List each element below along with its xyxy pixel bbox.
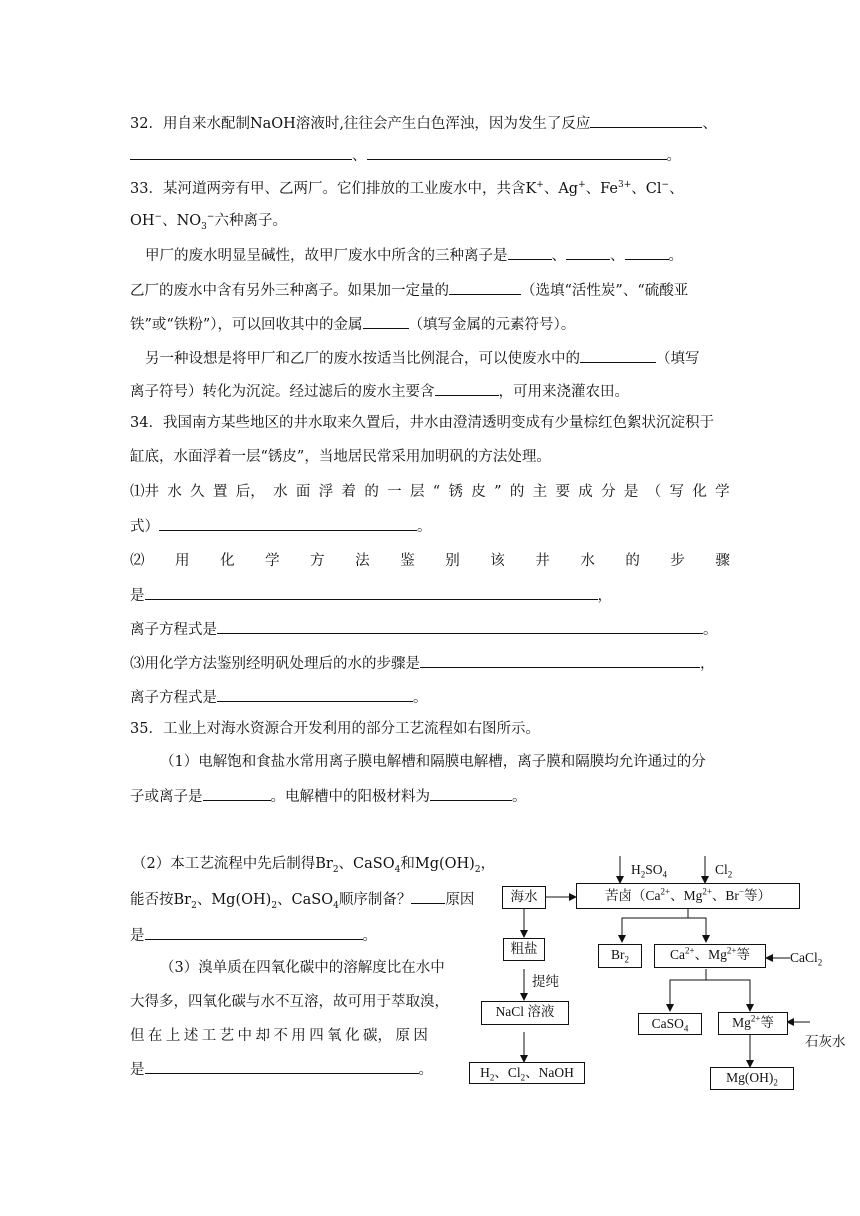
crude-salt-box: 粗盐 bbox=[503, 938, 545, 961]
q35-line1: 35．工业上对海水资源合开发利用的部分工艺流程如右图所示。 bbox=[130, 721, 540, 737]
nacl-box: NaCl 溶液 bbox=[481, 1001, 569, 1025]
mg-box: $Mg^{2+}$等 bbox=[718, 1012, 788, 1035]
q33-line3: 甲厂的废水明显呈碱性，故甲厂废水中所含的三种离子是 、 、 。 bbox=[145, 245, 683, 266]
q34-line2: 缸底，水面浮着一层“锈皮”，当地居民常采用加明矾的方法处理。 bbox=[130, 449, 551, 465]
bittern-box: 苦卤（$Ca^{2+}$、$Mg^{2+}$、Br−等） bbox=[576, 883, 800, 909]
mgoh2-box: $Mg(OH)_2$ bbox=[710, 1067, 794, 1090]
seawater-box: 海水 bbox=[502, 886, 546, 909]
q35-p1-line1: （1）电解饱和食盐水常用离子膜电解槽和隔膜电解槽，离子膜和隔膜均允许通过的分 bbox=[160, 754, 706, 770]
q35-p2-line2: 能否按$Br_2$、$Mg(OH)_2$、CaSO$_4$顺序制备？ 原因 bbox=[130, 889, 474, 910]
q35-p3-line3: 但 在 上 述 工 艺 中 却 不 用 四 氧 化 碳， 原 因 bbox=[130, 1028, 428, 1044]
q35-p2-line3: 是 。 bbox=[130, 925, 377, 946]
lime-water-label: 石灰水 bbox=[805, 1034, 846, 1049]
camg-to-caso4-arrow bbox=[670, 969, 706, 1011]
q32-line2: 、 。 bbox=[130, 145, 681, 166]
q34-p1-line2: 式） 。 bbox=[130, 516, 432, 537]
q34-line1: 34．我国南方某些地区的井水取来久置后，井水由澄清透明变成有少量棕红色絮状沉淀积于 bbox=[130, 415, 714, 431]
bittern-to-br2-arrow bbox=[622, 908, 688, 942]
q34-p2-line1: ⑵ 用 化 学 方 法 鉴 别 该 井 水 的 步 骤 bbox=[130, 553, 730, 569]
caso4-box: CaSO$_4$ bbox=[638, 1013, 702, 1035]
q33-line2: OH−、$NO_3^-$六种离子。 bbox=[130, 212, 287, 232]
camg-to-mg-arrow bbox=[706, 980, 750, 1011]
q33-line6: 另一种设想是将甲厂和乙厂的废水按适当比例混合，可以使废水中的 （填写 bbox=[145, 348, 700, 369]
q33-line5: 铁”或“铁粉”），可以回收其中的金属 （填写金属的元素符号）。 bbox=[130, 314, 575, 335]
q34-ion-line2: 离子方程式是 。 bbox=[130, 687, 428, 708]
q35-p3-line4: 是 。 bbox=[130, 1059, 433, 1080]
q34-p3-line1: ⑶用化学方法鉴别经明矾处理后的水的步骤是 ， bbox=[130, 653, 715, 674]
bittern-to-camg-arrow bbox=[688, 918, 706, 942]
q34-ion-line: 离子方程式是 。 bbox=[130, 619, 718, 640]
q34-p1-line1: ⑴井 水 久 置 后， 水 面 浮 着 的 一 层 “ 锈 皮 ” 的 主 要 成 分 是 （ 写 化 学 bbox=[130, 484, 730, 500]
cacl2-label: CaCl$_2$ bbox=[790, 950, 823, 968]
q35-p3-line1: （3）溴单质在四氧化碳中的溶解度比在水中 bbox=[160, 960, 445, 976]
cl2-label: $Cl_2$ bbox=[715, 862, 733, 880]
ca-mg-box: $Ca^{2+}$、$Mg^{2+}$等 bbox=[654, 944, 766, 968]
q33-line4: 乙厂的废水中含有另外三种离子。如果加一定量的 （选填“活性炭”、“硫酸亚 bbox=[130, 280, 688, 301]
q32-line1: 32．用自来水配制NaOH溶液时,往往会产生白色浑浊，因为发生了反应 、 bbox=[130, 113, 717, 134]
purify-label: 提纯 bbox=[532, 974, 559, 989]
q35-p1-line2: 子或离子是 。电解槽中的阳极材料为 。 bbox=[130, 786, 527, 807]
products-box: $H_2$、$Cl_2$、NaOH bbox=[469, 1062, 585, 1084]
h2so4-label: $H_2SO_4$ bbox=[631, 862, 668, 880]
q35-p3-line2: 大得多，四氧化碳与水不互溶，故可用于萃取溴， bbox=[130, 994, 449, 1010]
br2-box: $Br_2$ bbox=[598, 944, 642, 968]
q33-line1: 33．某河道两旁有甲、乙两厂。它们排放的工业废水中，共含K+、Ag+、$Fe^{3+}$、Cl−、 bbox=[130, 180, 684, 197]
q34-p2-line2: 是 ， bbox=[130, 585, 612, 606]
q33-line7: 离子符号）转化为沉淀。经过滤后的废水主要含 ，可用来浇灌农田。 bbox=[130, 381, 629, 402]
q35-p2-line1: （2）本工艺流程中先后制得$Br_2$、CaSO$_4$和$Mg(OH)_2$， bbox=[132, 856, 496, 875]
